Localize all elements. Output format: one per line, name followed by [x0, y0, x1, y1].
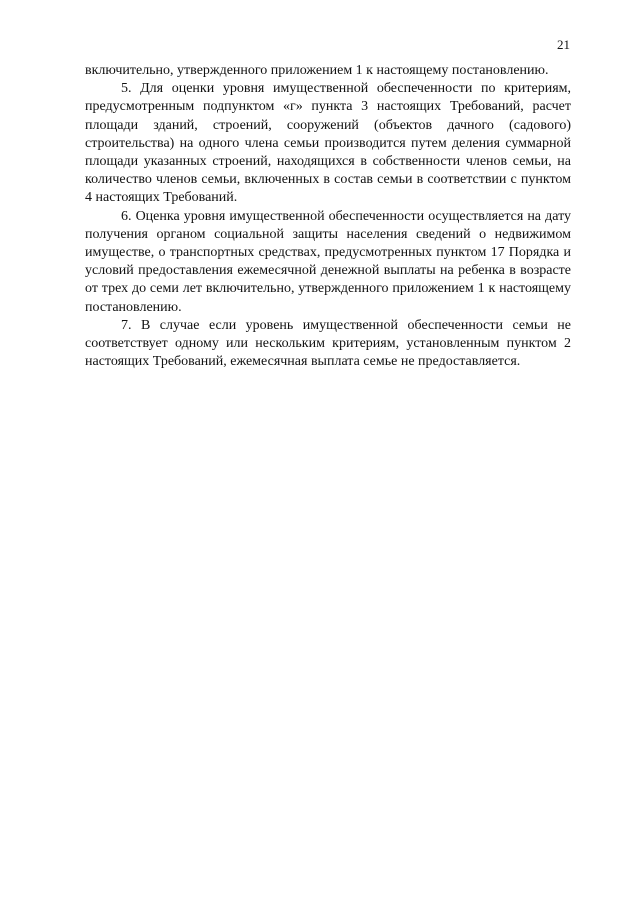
document-body — [85, 62, 571, 371]
page-number: 21 — [557, 37, 570, 52]
paragraph-7: 7. В случае если уровень имущественной обеспеченности семьи не соответствует одному или нескольким критериям, установленным пунктом 2 настоящих Требований, ежемесячная выплата семье не предоставляется. — [85, 317, 571, 370]
paragraph-6: 6. Оценка уровня имущественной обеспеченности осуществляется на дату получения органом социальной защиты населения сведений о недвижимом имуществе, о транспортных средствах, предусмотренных пунктом 17 Порядка и условий предоставления ежемесячной денежной выплаты на ребенка в возрасте от трех до семи лет включительно, утвержденного приложением 1 к настоящему постановлению. — [85, 208, 571, 315]
paragraph-5: 5. Для оценки уровня имущественной обеспеченности по критериям, предусмотренным подпунктом «г» пункта 3 настоящих Требований, расчет площади зданий, строений, сооружений (объектов дачного (садового) строительства) на одного члена семьи производится путем деления суммарной площади указанных строений, находящихся в собственности членов семьи, на количество членов семьи, включенных в состав семьи в соответствии с пунктом 4 настоящих Требований. — [85, 81, 571, 206]
paragraph-continuation: включительно, утвержденного приложением 1 к настоящему постановлению. — [85, 63, 549, 78]
